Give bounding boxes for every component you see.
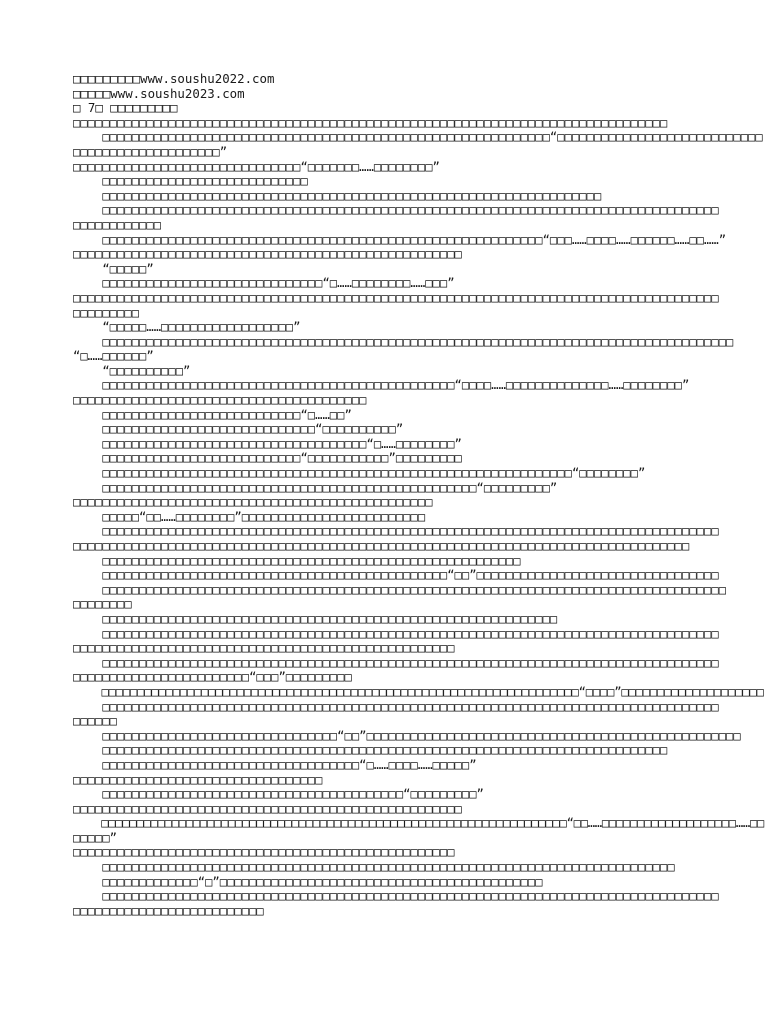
text-line: □□□□□□□□□□□□□□□□□□□□□□□□□□□□□□□□□□□□□□□□□□□□□□□□□□□□□: [73, 801, 462, 816]
text-line: “□……□□□□□□”: [73, 349, 154, 364]
text-line: □□□□□□□□□□□□□□□□□□□□□□□□□□: [73, 903, 264, 918]
text-line: □□□□□□□□□□□□□□□□□□□□□□□□□□□□□□□□□□□□□□□□□□□□□□□□□□□□□□□□□□□□“□□□……□□□□……□□□□□□……□□……”: [73, 232, 727, 247]
text-line: □□□□□□□□□□□□□□□□□□□□□□□□□□□□□□□□“□□”□□□□□□□□□□□□□□□□□□□□□□□□□□□□□□□□□□□□□□□□□□□□□□□□□□□: [73, 728, 741, 743]
text-line: □□□□□□□□□□□□□□□□□□□□□□□□□□□□□“□□□□□□□□□□”: [73, 422, 404, 437]
text-line: □□□□□□□□□□□□□□□□□□□□□□□□□□□□□□□□□□□□□□□□□□□□□□□□□□□□□□□□□□□□□□□□□□□□□□□□□□□□□□□□□□□□□: [73, 582, 727, 597]
text-line: □□□□□□□□□□□□□□□□□□□□□□□□□□□□□□“□……□□□□□□□□……□□□”: [73, 276, 455, 291]
text-line: □□□□□□□□□□□□□□□□□□□□□□□□□□□□: [73, 174, 308, 189]
text-line: □□□□□□□□□□□□□□□□□□□□□□□□□□□□□□□□□□□□□□□□□□□□□□□□□□□□□□□□□□□□□“□□□□□□□□□□□□□□□□□□□□□□□□□□□□: [73, 130, 763, 145]
text-line: □□□□□□□□□□□□□□□□□□□□□□□□□□□□□□□□□□□□□□□□□□□□□□□□□□□□□□□□□□□□□□□□□□□□□□□□□□□□□□□□□□□□: [73, 655, 719, 670]
text-line: □□□□□□□□□□□□□□□□□□□□□□□□□□□□□□□□□□□□□□□□□□□□□□□□□□□□□□□□□□□□□□□□□□□□□□□□□□□□□□□□□□□□: [73, 699, 719, 714]
text-line: □□□□□□□□□: [73, 305, 140, 320]
text-line: □□□□□□□□□□□□□□□□□□□□□□□□□□□□□□□□□□□□□□□□□□□□□□□□□□□□□□□□□□□□□□□□□□□“□□□□”□□□□□□□□□□□□□□□□□□□□: [73, 684, 764, 699]
text-line: □□□□□□□□□□□□□□□□□□□□□□□□□□□□□□□□□□□□□□□□□□□□□□□□□□□□□□□□□□□□□□□□□□“□□……□□□□□□□□□□□□□□□□□□□……□□: [73, 816, 765, 831]
text-line: □□□□□□□□□□□□□□□□□□□□”: [73, 144, 228, 159]
text-line: □□□□□□□□□□□□□□□□□□□□□□□□□□□□□□□□□□□□□□□□□□□□□□□□“□□□□……□□□□□□□□□□□□□□……□□□□□□□□”: [73, 378, 690, 393]
text-line: □□□□□□□□□□□□□□□□□□□□□□□□□□□□□□□□□□□□□□□□□□□□□□□“□□”□□□□□□□□□□□□□□□□□□□□□□□□□□□□□□□□□: [73, 568, 719, 583]
text-line: □□□□□”: [73, 830, 118, 845]
text-line: □□□□□□□□□□□□□□□□□□□□□□□□“□□□”□□□□□□□□□: [73, 670, 352, 685]
chapter-heading: □ 7□ □□□□□□□□□: [73, 100, 178, 116]
text-line: “□□□□□”: [73, 261, 154, 276]
text-line: □□□□□□□□□□□□□“□”□□□□□□□□□□□□□□□□□□□□□□□□□□□□□□□□□□□□□□□□□□□□: [73, 874, 543, 889]
text-line: □□□□□□□□□□□□□□□□□□□□□□□□□□□□□□□□□□□“□……□□□□……□□□□□”: [73, 757, 477, 772]
text-line: □□□□□□□□□□□□□□□□□□□□□□□□□□□□□□□“□□□□□□□……□□□□□□□□”: [73, 159, 440, 174]
text-line: □□□□□□□□□□□□□□□□□□□□□□□□□□□□□□□□□□□□□□□□: [73, 393, 367, 408]
text-line: □□□□□□□□: [73, 597, 132, 612]
text-line: □□□□□□□□□□□□□□□□□□□□□□□□□□□□□□□□□□□□□□□□□□□□□□□□□□□□□□□□□□□□□□□□□□□□□□□□□□□□□□□□□□□□□□: [73, 334, 734, 349]
text-line: “□□□□□……□□□□□□□□□□□□□□□□□□”: [73, 320, 301, 335]
text-line: □□□□□□□□□□□□□□□□□□□□□□□□□□□“□……□□”: [73, 407, 352, 422]
text-line: □□□□□□□□□□□□□□□□□□□□□□□□□□□□□□□□□□□□□□□□□□□□□□□□□: [73, 495, 433, 510]
text-line: □□□□□□□□□□□□□□□□□□□□□□□□□□□□□□□□□□□□□□□□□□□□□□□□□□□□□□□□□□□□□□□□□□□□□□□□□□□□□□□□□□□□: [73, 626, 719, 641]
text-line: □□□□□□□□□□□□□□□□□□□□□□□□□□□□□□□□□□□□□□□□□□□□□□□□□□□□□□□□□□□□□□□□□□□□□□□□□□□□□□□□□□□□□□□□: [73, 290, 719, 305]
text-line: □□□□□□□□□□□□□□□□□□□□□□□□□□□□□□□□□□□□□□□□□□□□□□□□□□□□□□□□□□□□□□□□□□□□: [73, 188, 602, 203]
text-line: □□□□□□□□□□□□□□□□□□□□□□□□□□□□□□□□□□□□□□□□□□□□□□□□□□□□□□□□□□□□□□□□□□□□□□□□□□□□□□□□□: [73, 115, 668, 130]
text-line: □□□□□□□□□□□□□□□□□□□□□□□□□□□□□□□□□□: [73, 772, 323, 787]
text-line: □□□□□□□□□□□□□□□□□□□□□□□□□□□□□□□□□□□□□□□□□□□□□□□□□□□□□: [73, 247, 462, 262]
text-line: □□□□□□□□□□□□□□□□□□□□□□□□□□□□□□□□□□□□□□□□□□□□□□□□□□□□□□□□□□□□□□□□□□□□□□□□□□□□□: [73, 743, 668, 758]
text-line: □□□□□□□□□□□□□□□□□□□□□□□□□□□□□□□□□□□□□□□□□□□□□□□□□□□□□□□□□□□□□□□□□□□□□□□□□□□□□□□□□□□□: [73, 203, 719, 218]
text-line: □□□□□□□□□□□□□□□□□□□□□□□□□□□□□□□□□□□□□□□□□□□□□□□□□□□□□□□□□□□□□□: [73, 611, 558, 626]
document-body: [73, 71, 765, 918]
text-line: “□□□□□□□□□□”: [73, 363, 191, 378]
text-line: □□□□□□□□□□□□□□□□□□□□□□□□□□□□□□□□□□□□□□□□□“□□□□□□□□□”: [73, 787, 484, 802]
text-line: □□□□□□□□□□□□□□□□□□□□□□□□□□□□□□□□□□□□□□□□□□□□□□□□□□□“□□□□□□□□□”: [73, 480, 558, 495]
text-line: □□□□□□□□□□□□□□□□□□□□□□□□□□□□□□□□□□□□□□□□□□□□□□□□□□□□□□□□□: [73, 553, 521, 568]
text-line: □□□□□□□□□□□□□□□□□□□□□□□□□□□□□□□□□□□□□□□□□□□□□□□□□□□□□□□□□□□□□□□□□□□□□□□□□□□□□□: [73, 860, 675, 875]
text-line: □□□□□□□□□□□□: [73, 217, 162, 232]
text-line: □□□□□□□□□□□□□□□□□□□□□□□□□□□□□□□□□□□□□□□□□□□□□□□□□□□□□□□□□□□□□□□□□□□□□□□□□□□□□□□□□□□□: [73, 524, 719, 539]
source-url-line: □□□□□www.soushu2023.com: [73, 85, 245, 101]
text-line: □□□□□□□□□□□□□□□□□□□□□□□□□□□□□□□□□□□□“□……□□□□□□□□”: [73, 436, 462, 451]
text-line: □□□□□□□□□□□□□□□□□□□□□□□□□□□□□□□□□□□□□□□□□□□□□□□□□□□□□□□□□□□□□□□□□□□□□□□□□□□□□□□□□□□□: [73, 539, 690, 553]
text-line: □□□□□□□□□□□□□□□□□□□□□□□□□□□“□□□□□□□□□□□”□□□□□□□□□: [73, 451, 462, 466]
text-line: □□□□□□: [73, 714, 118, 729]
source-url-line: □□□□□□□□□www.soushu2022.com: [73, 71, 275, 86]
text-line: □□□□□□□□□□□□□□□□□□□□□□□□□□□□□□□□□□□□□□□□□□□□□□□□□□□□□□□□□□□□□□□□“□□□□□□□□”: [73, 466, 646, 481]
text-line: □□□□□□□□□□□□□□□□□□□□□□□□□□□□□□□□□□□□□□□□□□□□□□□□□□□□: [73, 641, 455, 656]
text-line: □□□□□□□□□□□□□□□□□□□□□□□□□□□□□□□□□□□□□□□□□□□□□□□□□□□□□□□□□□□□□□□□□□□□□□□□□□□□□□□□□□□□: [73, 889, 719, 904]
text-line: □□□□□□□□□□□□□□□□□□□□□□□□□□□□□□□□□□□□□□□□□□□□□□□□□□□□: [73, 845, 455, 860]
text-line: □□□□□“□□……□□□□□□□□”□□□□□□□□□□□□□□□□□□□□□□□□□: [73, 509, 426, 524]
